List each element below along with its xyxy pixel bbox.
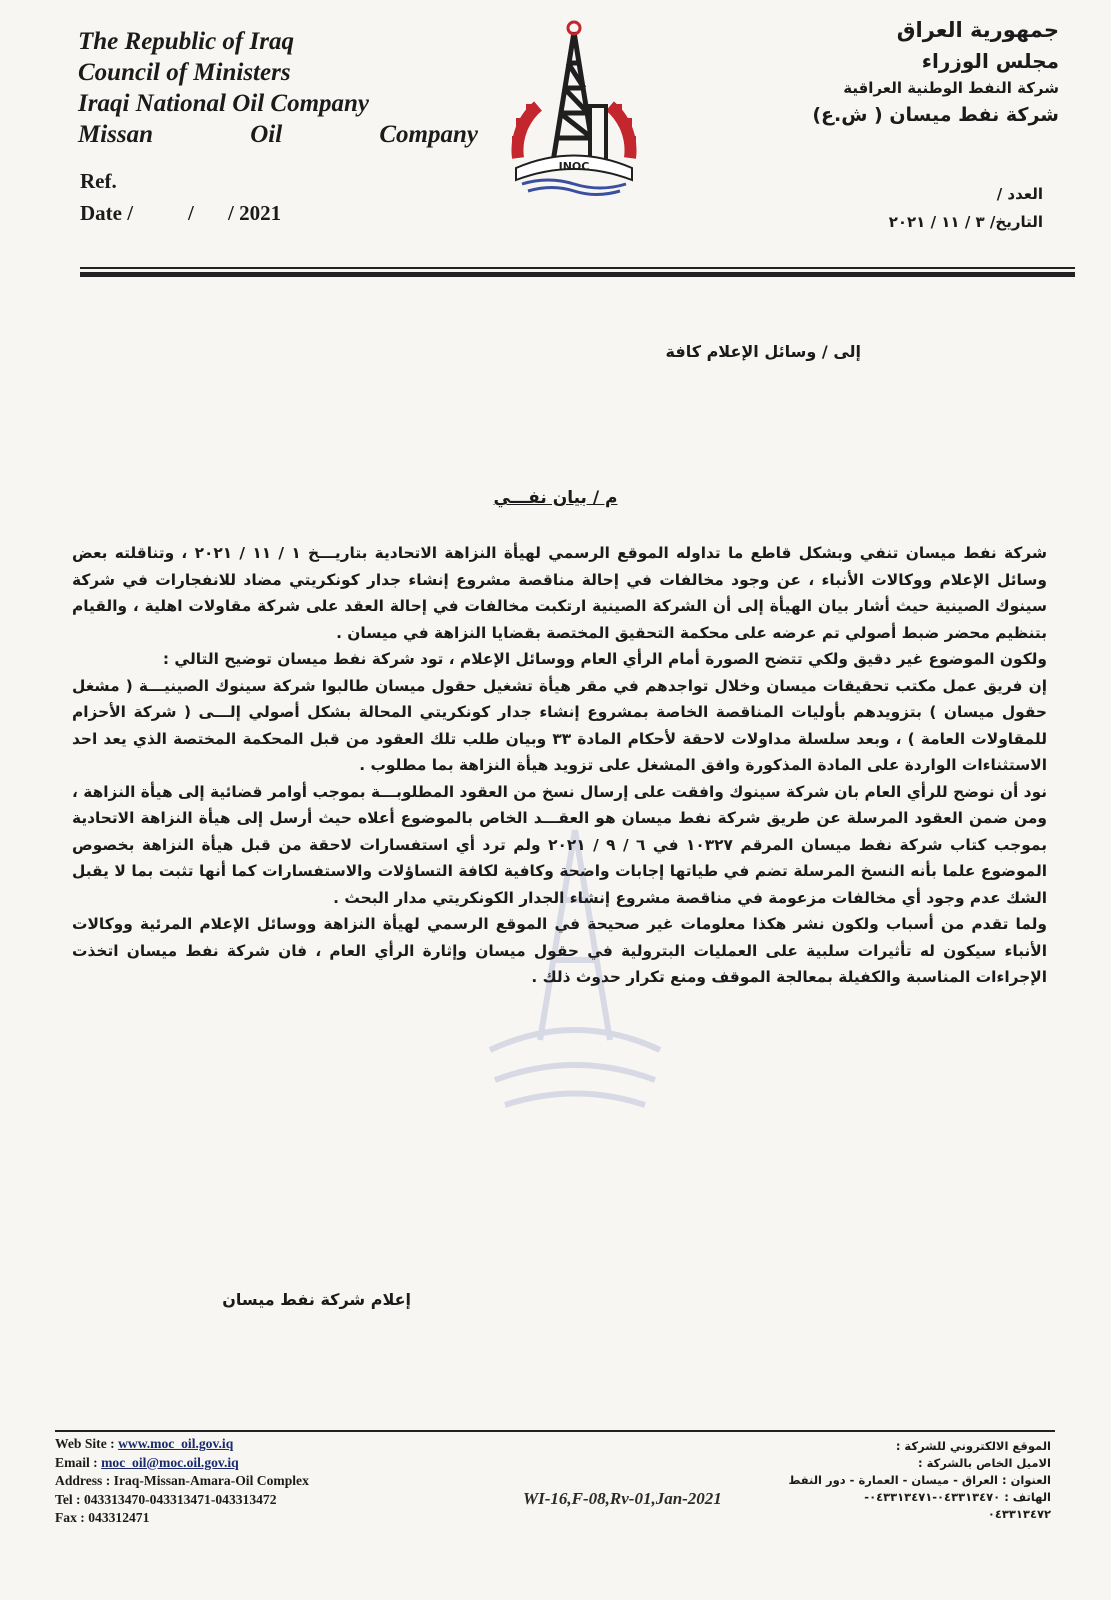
logo-text: INOC xyxy=(558,160,590,173)
footer-website-row xyxy=(55,1435,309,1454)
inoc-oil-derrick-logo xyxy=(508,18,640,196)
ar-date-line: التاريخ/ ٣ / ١١ / ٢٠٢١ xyxy=(888,213,1043,231)
header-en-council: Council of Ministers xyxy=(78,59,291,86)
footer-ar-phone: الهاتف : ٠٤٣٣١٣٤٧٠-٠٤٣٣١٣٤٧١- xyxy=(864,1490,1051,1504)
arabic-letterhead xyxy=(759,14,1059,130)
subject-text: م / بيان نفـــي xyxy=(493,488,618,508)
header-en-word-company: Company xyxy=(379,121,478,148)
paragraph-denial: شركة نفط ميسان تنفي وبشكل قاطع ما تداوله الموقع الرسمي لهيأة النزاهة الاتحادية بتاريـــخ ١ / ١١ / ٢٠٢١ ، وتناقلته بعض وسائل الإعلام ووكالات الأنباء ، عن وجود مخالفات في إحالة مناقصة مشروع إنشاء جدار كونكريتي مضاد للانفجارات في شركة سينوك الصينية حيث أشار بيان الهيأة إلى أن الشركة الصينية ارتكبت مخالفات في إحالة العقد على شركة مقاولات اهلية ، والقيام بتنظيم محضر ضبط أصولي تم عرضه على محكمة التحقيق المختصة بقضايا النزاهة في ميسان . xyxy=(72,544,1047,642)
footer-email-link[interactable]: moc_oil@moc.oil.gov.iq xyxy=(101,1454,239,1470)
date-year: / 2021 xyxy=(228,201,282,225)
letter-body xyxy=(72,540,1047,991)
date-prefix: Date / xyxy=(80,201,134,225)
date-label xyxy=(80,197,281,229)
footer-rule xyxy=(55,1430,1055,1432)
header-rule-thin xyxy=(80,267,1075,269)
footer-email-row xyxy=(55,1454,309,1473)
header-ar-inoc: شركة النفط الوطنية العراقية xyxy=(843,79,1059,97)
paragraph-contracts: نود أن نوضح للرأي العام بان شركة سينوك وافقت على إرسال نسخ من العقود المطلوبـــة بموجب أوامر قضائية إلى هيأة النزاهة ، ومن ضمن العقود المرسلة عن طريق شركة نفط ميسان هو العقـــد الخاص بالموضوع أعلاه حيث أرسل إلى هيأة النزاهة الاتحادية بموجب كتاب شركة نفط ميسان المرقم ١٠٣٢٧ في ٦ / ٩ / ٢٠٢١ ولم ترد أي استفسارات لاحقة من قبل هيأة النزاهة بخصوص الموضوع علما بأنه النسخ المرسلة تضم في طياتها إجابات واضحة وكافية لكافة التساؤلات والاستفسارات كما أنها تثبت بما لا يقبل الشك عدم وجود أي مخالفات مزعومة في مناقصة مشروع إنشاء الجدار الكونكريتي مدار البحث . xyxy=(72,782,1047,907)
header-en-missan xyxy=(78,119,478,150)
header-en-word-oil: Oil xyxy=(250,121,283,148)
ref-label: Ref. xyxy=(80,169,117,193)
subject-line xyxy=(0,488,1111,508)
header-ar-missan: شركة نفط ميسان ( ش.ع) xyxy=(812,104,1059,126)
paragraph-investigation: إن فريق عمل مكتب تحقيقات ميسان وخلال تواجدهم في مقر هيأة تشغيل حقول ميسان طالبوا شركة سينوك الصينيـــة ( مشغل حقول ميسان ) بتزويدهم بأوليات المناقصة الخاصة بمشروع إنشاء جدار كونكريتي المحالة بشكل أصولي إلـــى ( شركة الأحزام للمقاولات العامة ) ، وبعد سلسلة مداولات لاحقة لأحكام المادة ٣٣ وبيان طلب تلك العقود من قبل المحكمة المختصة الذي يعد احد الاستثناءات الواردة على المادة المذكورة وافق المشغل على تزويد هيأة النزاهة بما مطلوب . xyxy=(72,676,1047,774)
arabic-ref-block xyxy=(889,180,1043,236)
signature-line: إعلام شركة نفط ميسان xyxy=(222,1290,411,1309)
footer-ar-website: الموقع الالكتروني للشركة : xyxy=(895,1439,1051,1453)
footer-contact-en xyxy=(55,1435,309,1528)
date-separator: / xyxy=(188,201,194,225)
paragraph-conclusion: ولما تقدم من أسباب ولكون نشر هكذا معلومات غير صحيحة في الموقع الرسمي لهيأة النزاهة ووسائل الإعلام المرئية ووكالات الأنباء سيكون له تأثيرات سلبية على العمليات البترولية في حقول ميسان وإثارة الرأي العام ، فان شركة نفط ميسان اتخذت الإجراءات المناسبة والكفيلة بمعالجة الموقف ومنع تكرار حدوث ذلك . xyxy=(72,915,1047,986)
header-rule-thick xyxy=(80,272,1075,277)
footer-ar-email: الاميل الخاص بالشركة : xyxy=(917,1456,1051,1470)
header-en-republic: The Republic of Iraq xyxy=(78,28,294,55)
footer-website-label: Web Site : xyxy=(55,1436,115,1451)
header-en-word-missan: Missan xyxy=(78,121,154,148)
ar-number-label: العدد / xyxy=(996,185,1043,203)
header-ar-council: مجلس الوزراء xyxy=(921,49,1059,73)
footer-email-label: Email : xyxy=(55,1454,98,1470)
paragraph-clarification-intro: ولكون الموضوع غير دقيق ولكي تتضح الصورة أمام الرأي العام ووسائل الإعلام ، تود شركة نفط ميسان توضيح التالي : xyxy=(162,650,1047,668)
footer-ar-phone2: ٠٤٣٣١٣٤٧٢ xyxy=(987,1507,1051,1521)
logo-graphic xyxy=(508,18,640,196)
footer-tel: Tel : 043313470-043313471-043313472 xyxy=(55,1491,277,1507)
header-en-inoc: Iraqi National Oil Company xyxy=(78,90,370,117)
footer-website-link[interactable]: www.moc_oil.gov.iq xyxy=(118,1436,234,1451)
footer-fax: Fax : 043312471 xyxy=(55,1510,150,1525)
english-letterhead xyxy=(78,26,498,150)
recipient-line: إلى / وسائل الإعلام كافة xyxy=(665,342,861,361)
footer-ar-address: العنوان : العراق - ميسان - العمارة - دور النفط xyxy=(788,1473,1051,1487)
header-ar-republic: جمهورية العراق xyxy=(896,18,1059,42)
footer-contact-ar xyxy=(788,1438,1051,1523)
footer-form-code: WI-16,F-08,Rv-01,Jan-2021 xyxy=(523,1489,722,1508)
english-ref-block xyxy=(80,165,281,229)
footer-address: Address : Iraq-Missan-Amara-Oil Complex xyxy=(55,1473,309,1488)
